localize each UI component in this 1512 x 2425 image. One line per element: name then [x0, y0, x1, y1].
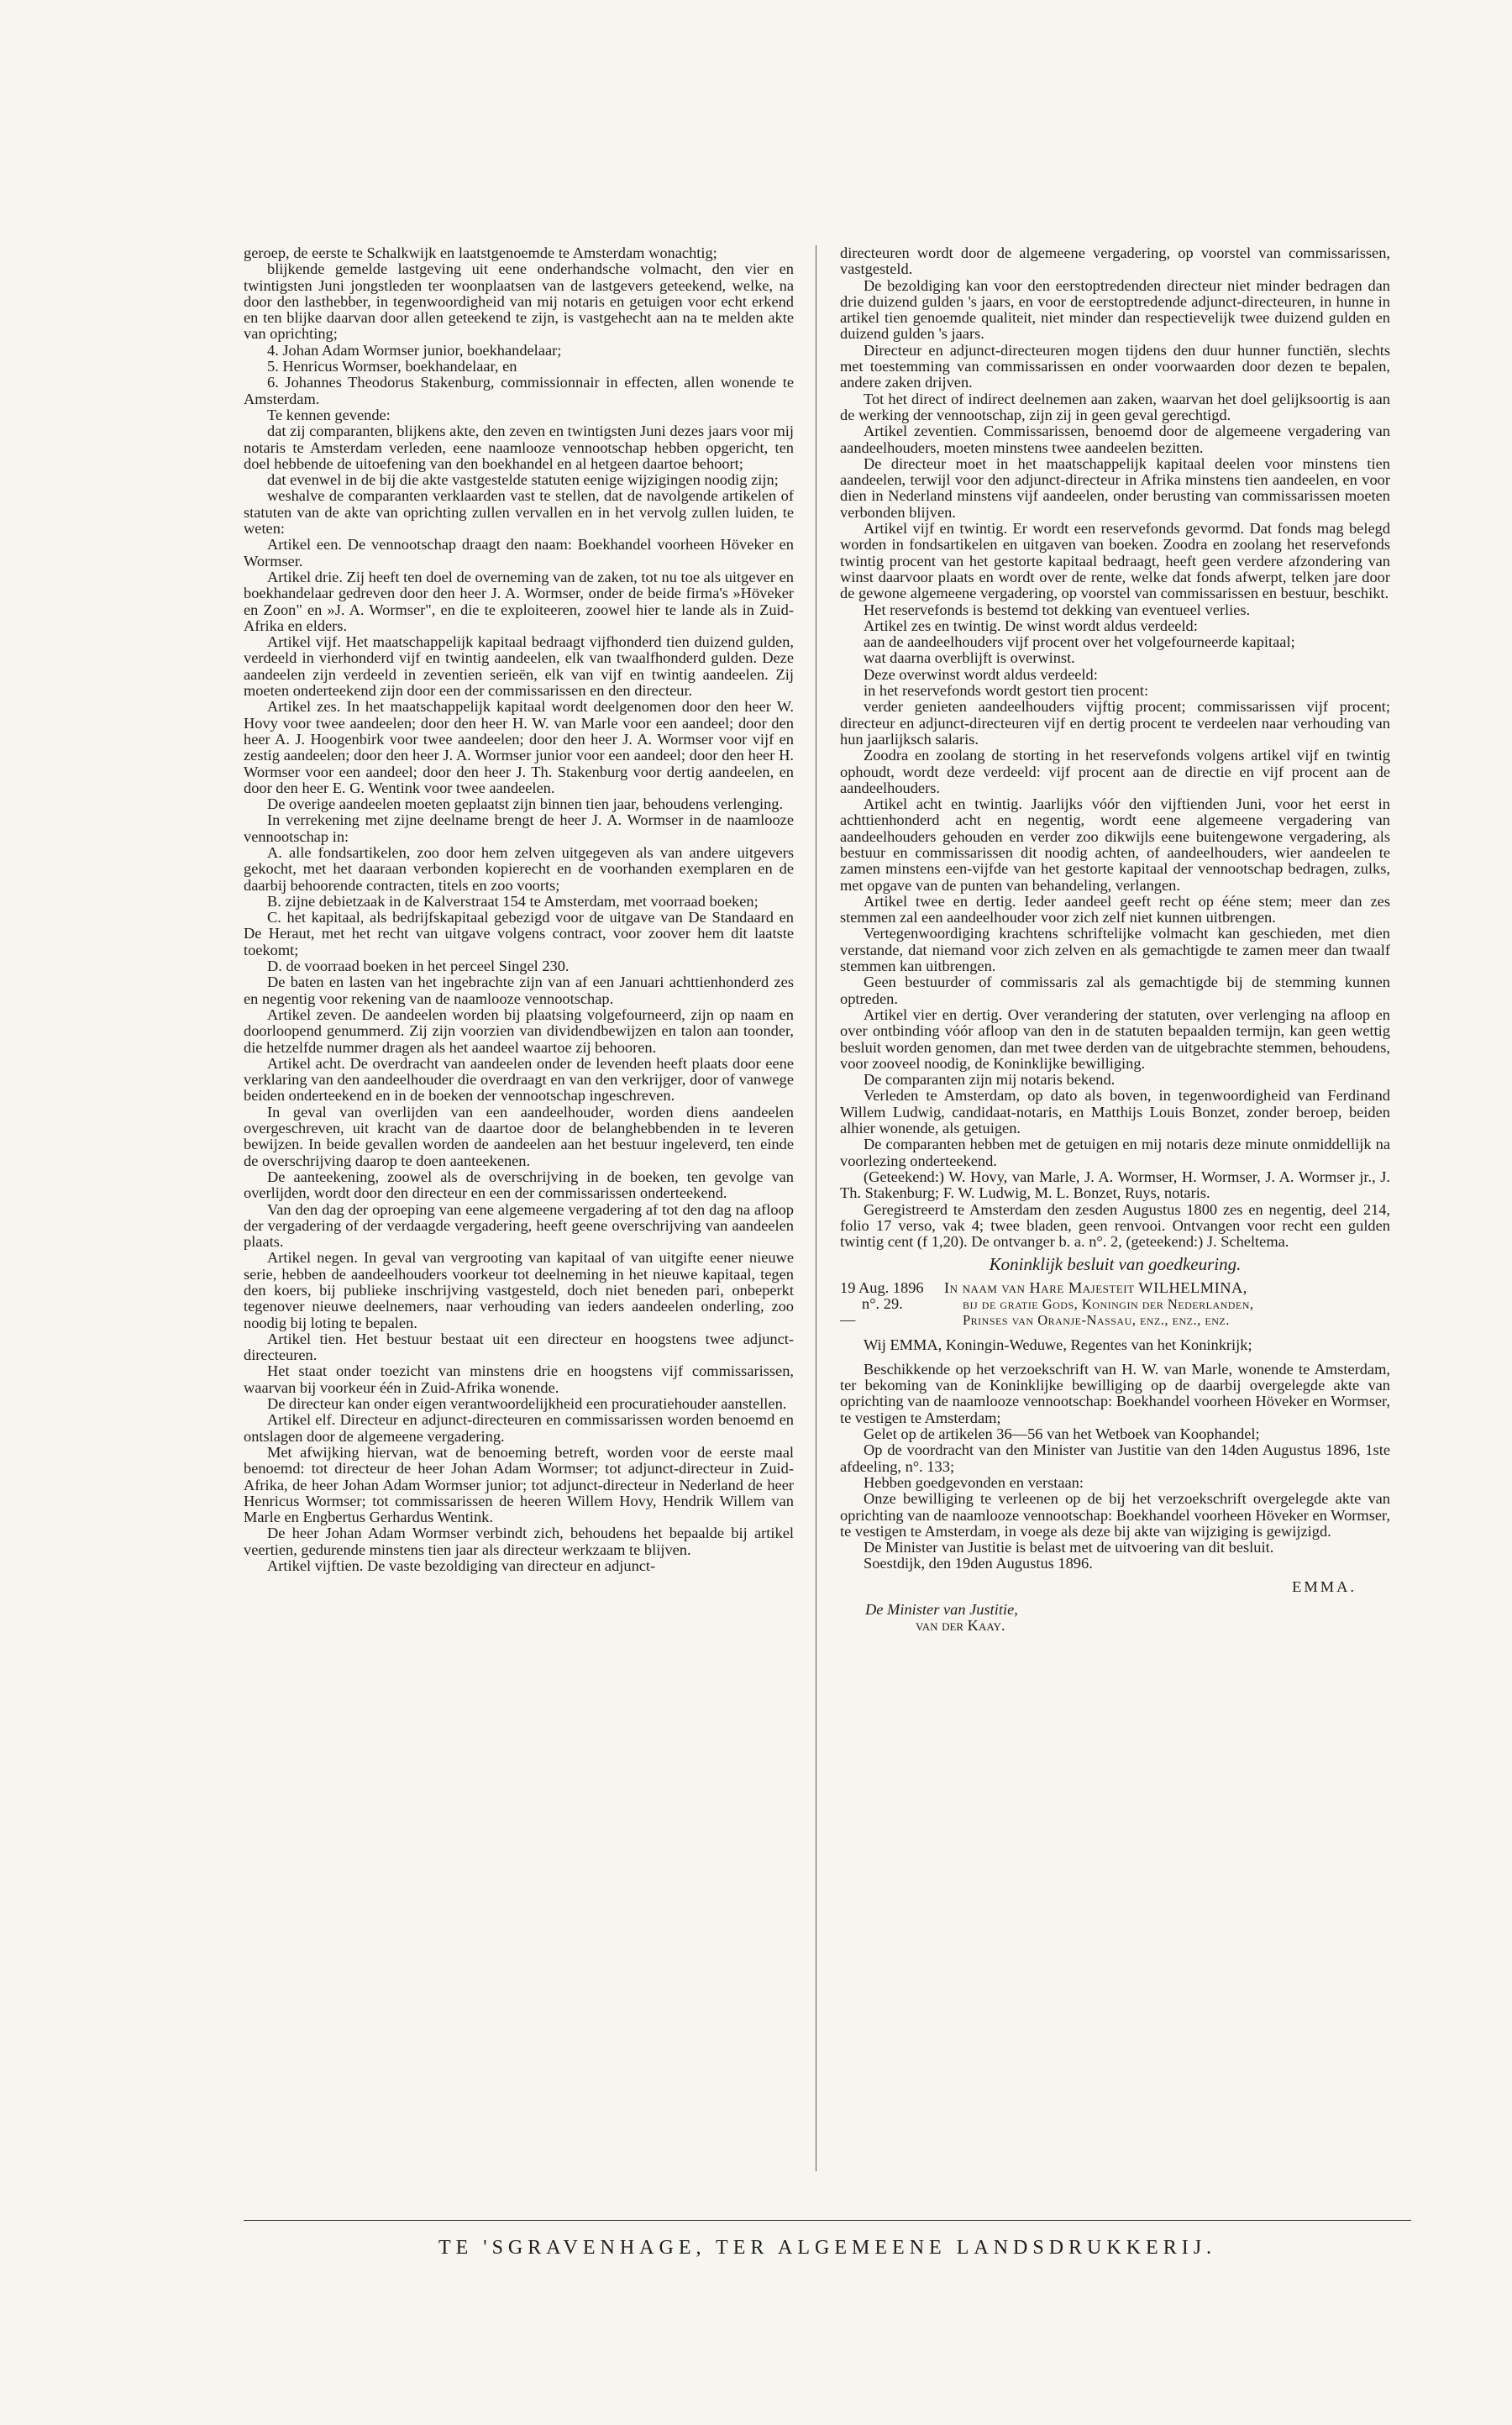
- paragraph: Met afwijking hiervan, wat de benoeming betreft, worden voor de eerste maal benoemd: tot directeur de heer Johan Adam Wormser; tot adjunct-directeur in Zuid-Afrika, de heer Johan Adam Wormser junior; tot adjunct-directeur in Nederland de heer Henricus Wormser; tot commissarissen de heeren Willem Hovy, Hendrik Willem van Marle en Engbertus Gerhardus Wentink.: [244, 1443, 794, 1526]
- paragraph: Artikel vijf en twintig. Er wordt een reservefonds gevormd. Dat fonds mag belegd worden in fondsartikelen en uitgaven van boeken. Zoodra en zoolang het reservefonds twintig procent van het gestorte kapitaal bedraagt, heeft geen verdere afzondering van winst daarvoor plaats en wordt over de rente, welke dat fonds afwerpt, telken jare door de gewone algemeene vergadering, op voorstel van commissarissen en bestuur, beschikt.: [840, 520, 1390, 602]
- decree-heading: [840, 1280, 1390, 1329]
- minister-title: De Minister van Justitie,: [865, 1601, 1018, 1619]
- left-column: [244, 245, 794, 1574]
- right-column-text: [840, 245, 1390, 1250]
- paragraph: dat zij comparanten, blijkens akte, den zeven en twintigsten Juni dezes jaars voor mij notaris te Amsterdam verleden, eene naamlooze vennootschap hebben opgericht, ten doel hebbende de uitoefening van den boekhandel en al hetgeen daartoe behoort;: [244, 423, 794, 472]
- paragraph: Deze overwinst wordt aldus verdeeld:: [864, 665, 1098, 683]
- paragraph: Geregistreerd te Amsterdam den zesden Augustus 1800 zes en negentig, deel 214, folio 17 verso, vak 4; twee bladen, geen renvooi. Ontvangen voor recht een gulden twintig cent (f 1,20). De ontvanger b. a. n°. 2, (geteekend:) J. Scheltema.: [840, 1200, 1390, 1251]
- paragraph: De directeur moet in het maatschappelijk kapitaal deelen voor minstens tien aandeelen, terwijl voor den adjunct-directeur in Afrika minstens tien aandeelen, en voor dien in Nederland minstens vijf aandeelen, onder berusting van commissarissen moeten verbonden blijven.: [840, 454, 1390, 521]
- paragraph: Beschikkende op het verzoekschrift van H. W. van Marle, wonende te Amsterdam, ter bekoming van de Koninklijke bewilliging op de daarbij overgelegde akte van oprichting van de naamlooze vennootschap: Boekhandel voorheen Höveker en Wormser, te vestigen te Amsterdam;: [840, 1360, 1390, 1426]
- paragraph: De comparanten hebben met de getuigen en mij notaris deze minute onmiddellijk na voorlezing onderteekend.: [840, 1136, 1390, 1169]
- paragraph: Artikel drie. Zij heeft ten doel de overneming van de zaken, tot nu toe als uitgever en boekhandelaar gedreven door den heer J. A. Wormser, onder de beide firma's »Höveker en Zoon" en »J. A. Wormser", en die te exploiteeren, zoowel hier te lande als in Zuid-Afrika en elders.: [244, 568, 794, 634]
- paragraph: De bezoldiging kan voor den eerstoptredenden directeur niet minder bedragen dan drie duizend gulden 's jaars, en voor de eerstoptredende adjunct-directeuren, in hunne in artikel tien genoemde qualiteit, niet minder dan respectievelijk twee duizend gulden en duizend gulden 's jaars.: [840, 276, 1390, 343]
- decree-we-line: Wij EMMA, Koningin-Weduwe, Regentes van het Koninkrijk;: [864, 1336, 1252, 1353]
- paragraph: Artikel twee en dertig. Ieder aandeel geeft recht op ééne stem; meer dan zes stemmen zal een aandeelhouder voor zich zelf niet kunnen uitbrengen.: [840, 892, 1390, 926]
- paragraph: Artikel zes. In het maatschappelijk kapitaal wordt deelgenomen door den heer W. Hovy voor twee aandeelen; door den heer H. W. van Marle voor een aandeel; door den heer A. J. Hoogenbirk voor twee aandeelen; door den heer J. A. Wormser voor vijf en zestig aandeelen; door den heer J. A. Wormser junior voor een aandeel; door den heer H. Wormser voor een aandeel; door den heer J. Th. Stakenburg voor dertig aandeelen, en door den heer E. G. Wentink voor twee aandeelen.: [244, 698, 794, 796]
- decree-number: n°. 29.: [862, 1295, 903, 1312]
- paragraph: directeuren wordt door de algemeene vergadering, op voorstel van commissarissen, vastgesteld.: [840, 244, 1390, 278]
- paragraph: Geen bestuurder of commissaris zal als gemachtigde bij de stemming kunnen optreden.: [840, 974, 1390, 1007]
- decree-date: 19 Aug. 1896: [840, 1278, 924, 1296]
- paragraph: Artikel een. De vennootschap draagt den naam: Boekhandel voorheen Höveker en Wormser.: [244, 536, 794, 570]
- paragraph: Het reservefonds is bestemd tot dekking van eventueel verlies.: [864, 601, 1251, 618]
- paragraph: Hebben goedgevonden en verstaan:: [864, 1473, 1084, 1491]
- paragraph: Zoodra en zoolang de storting in het reservefonds volgens artikel vijf en twintig ophoudt, wordt deze verdeeld: vijf procent aan de directie en vijf procent aan de aandeelhouders.: [840, 747, 1390, 796]
- decree-heading-line-1: In naam van Hare Majesteit WILHELMINA,: [944, 1278, 1247, 1296]
- paragraph: weshalve de comparanten verklaarden vast te stellen, dat de navolgende artikelen of statuten van de akte van oprichting zullen vervallen en in het vervolg zullen luiden, te weten:: [244, 487, 794, 538]
- signature-emma: EMMA.: [1292, 1577, 1357, 1595]
- paragraph: Artikel acht en twintig. Jaarlijks vóór den vijftienden Juni, voor het eerst in achttienhonderd acht en negentig, wordt eene algemeene vergadering van aandeelhouders gehouden en verder zoo dikwijls eene buitengewone vergadering, als bestuur en commissarissen dit noodig achten, of aandeelhouders, wier aandeelen te zamen minstens een-vijfde van het gestorte kapitaal der vennootschap bedragen, zulks, met opgave van de punten van behandeling, verlangen.: [840, 795, 1390, 894]
- paragraph: C. het kapitaal, als bedrijfskapitaal gebezigd voor de uitgave van De Standaard en De Heraut, met het recht van uitgave volgens contract, voor zoover hem dit laatste toekomt;: [244, 909, 794, 958]
- paragraph: blijkende gemelde lastgeving uit eene onderhandsche volmacht, den vier en twintigsten Juni jongstleden ter woonplaatsen van de lastgevers geteekend, welke, na door den lasthebber, in tegenwoordigheid van mij notaris en getuigen voor echt erkend en ten blijke daarvan door allen geteekend te zijn, is vastgehecht aan na te melden akte van oprichting;: [244, 260, 794, 343]
- paragraph: In verrekening met zijne deelname brengt de heer J. A. Wormser in de naamlooze vennootschap in:: [244, 811, 794, 845]
- paragraph: In geval van overlijden van een aandeelhouder, worden diens aandeelen overgeschreven, uit kracht van de daartoe door de belanghebbenden in te leveren bewijzen. In beide gevallen worden de aandeelen aan het bestuur ingeleverd, ten einde de overschrijving daarop te doen aanteekenen.: [244, 1103, 794, 1169]
- decree-paragraphs: [840, 1362, 1390, 1572]
- right-column: [840, 245, 1390, 1635]
- paragraph: Op de voordracht van den Minister van Justitie van den 14den Augustus 1896, 1ste afdeeling, n°. 133;: [840, 1441, 1390, 1475]
- paragraph: Artikel zes en twintig. De winst wordt aldus verdeeld:: [864, 617, 1198, 634]
- paragraph: De Minister van Justitie is belast met de uitvoering van dit besluit.: [864, 1539, 1274, 1556]
- paragraph: Directeur en adjunct-directeuren mogen tijdens den duur hunner functiën, slechts met toestemming van commissarissen en onder voorwaarden door dezen te bepalen, andere zaken drijven.: [840, 341, 1390, 391]
- paragraph: Artikel vijftien. De vaste bezoldiging van directeur en adjunct-: [267, 1557, 656, 1575]
- paragraph: Te kennen gevende:: [267, 406, 391, 423]
- paragraph: 6. Johannes Theodorus Stakenburg, commissionnair in effecten, allen wonende te Amsterdam.: [244, 374, 794, 407]
- decree-dash: —: [840, 1311, 856, 1329]
- decree-heading-line-2: bij de gratie Gods, Koningin der Nederlanden,: [963, 1296, 1254, 1312]
- paragraph: Tot het direct of indirect deelnemen aan zaken, waarvan het doel gelijksoortig is aan de werking der vennootschap, zijn zij in geen geval gerechtigd.: [840, 390, 1390, 423]
- paragraph: A. alle fondsartikelen, zoo door hem zelven uitgegeven als van andere uitgevers gekocht, met het daaraan verbonden kopierecht en de voorhanden exemplaren en de daarbij behoorende contracten, titels en zoo voorts;: [244, 843, 794, 894]
- paragraph: (Geteekend:) W. Hovy, van Marle, J. A. Wormser, H. Wormser, J. A. Wormser jr., J. Th. Stakenburg; F. W. Ludwig, M. L. Bonzet, Ruys, notaris.: [840, 1168, 1390, 1202]
- paragraph: geroep, de eerste te Schalkwijk en laatstgenoemde te Amsterdam wonachtig;: [244, 244, 717, 261]
- paragraph: De aanteekening, zoowel als de overschrijving in de boeken, ten gevolge van overlijden, wordt door den directeur en een der commissarissen onderteekend.: [244, 1168, 794, 1202]
- footer-rule: [244, 2220, 1411, 2221]
- paragraph: Artikel vier en dertig. Over verandering der statuten, over verlenging na afloop en over ontbinding vóór afloop van den in de statuten bepaalden termijn, kan geen wettig besluit worden genomen, dan met twee derden van de uitgebrachte stemmen, behoudens, voor zooveel noodig, de Koninklijke bewilliging.: [840, 1005, 1390, 1072]
- paragraph: De overige aandeelen moeten geplaatst zijn binnen tien jaar, behoudens verlenging.: [267, 795, 784, 813]
- paragraph: Artikel zeventien. Commissarissen, benoemd door de algemeene vergadering van aandeelhouders, moeten minstens twee aandeelen bezitten.: [840, 423, 1390, 456]
- paragraph: Artikel zeven. De aandeelen worden bij plaatsing volgefourneerd, zijn op naam en doorloopend genummerd. Zij zijn voorzien van dividendbewijzen en talon aan toonder, die hetzelfde nummer dragen als het aandeel waartoe zij behooren.: [244, 1005, 794, 1056]
- paragraph: in het reservefonds wordt gestort tien procent:: [864, 682, 1149, 700]
- printer-footer: TE 'SGRAVENHAGE, TER ALGEMEENE LANDSDRUKKERIJ.: [438, 2237, 1217, 2259]
- paragraph: Van den dag der oproeping van eene algemeene vergadering af tot den dag na afloop der vergadering of der verdaagde vergadering, heeft geene overschrijving van aandeelen plaats.: [244, 1200, 794, 1251]
- paragraph: wat daarna overblijft is overwinst.: [864, 649, 1075, 667]
- paragraph: dat evenwel in de bij die akte vastgestelde statuten eenige wijzigingen noodig zijn;: [267, 471, 779, 489]
- decree-heading-line-3: Prinses van Oranje-Nassau, enz., enz., enz.: [963, 1312, 1230, 1329]
- decree-title: Koninklijk besluit van goedkeuring.: [989, 1254, 1242, 1275]
- paragraph: Artikel acht. De overdracht van aandeelen onder de levenden heeft plaats door eene verklaring van den aandeelhouder die overdraagt en van den verkrijger, door of vanwege beiden onderteekend en in de boeken der vennootschap ingeschreven.: [244, 1054, 794, 1105]
- paragraph: 4. Johan Adam Wormser junior, boekhandelaar;: [267, 341, 562, 359]
- paragraph: Het staat onder toezicht van minstens drie en hoogstens vijf commissarissen, waarvan bij voorkeur één in Zuid-Afrika wonende.: [244, 1362, 794, 1396]
- paragraph: aan de aandeelhouders vijf procent over het volgefourneerde kapitaal;: [864, 633, 1295, 651]
- paragraph: Artikel tien. Het bestuur bestaat uit een directeur en hoogstens twee adjunct-directeuren.: [244, 1330, 794, 1364]
- paragraph: De comparanten zijn mij notaris bekend.: [864, 1071, 1116, 1089]
- paragraph: Gelet op de artikelen 36—56 van het Wetboek van Koophandel;: [864, 1425, 1260, 1443]
- minister-name: van der Kaay.: [916, 1617, 1005, 1635]
- paragraph: De directeur kan onder eigen verantwoordelijkheid een procuratiehouder aanstellen.: [267, 1395, 787, 1413]
- paragraph: Artikel negen. In geval van vergrooting van kapitaal of van uitgifte eener nieuwe serie, hebben de aandeelhouders voorkeur tot deelneming in het nieuwe kapitaal, tegen den koers, bij publieke inschrijving vastgesteld, doch niet beneden pari, onbeperkt tegenover nieuwe deelnemers, naar verhouding van ieders aandeelen onderling, zoo noodig bij loting te bepalen.: [244, 1249, 794, 1331]
- paragraph: Verleden te Amsterdam, op dato als boven, in tegenwoordigheid van Ferdinand Willem Ludwig, candidaat-notaris, en Matthijs Louis Bonzet, zonder beroep, beiden alhier wonende, als getuigen.: [840, 1087, 1390, 1137]
- paragraph: B. zijne debietzaak in de Kalverstraat 154 te Amsterdam, met voorraad boeken;: [267, 892, 759, 910]
- paragraph: 5. Henricus Wormser, boekhandelaar, en: [267, 358, 517, 375]
- paragraph: verder genieten aandeelhouders vijftig procent; commissarissen vijf procent; directeur en adjunct-directeuren vijf en dertig procent te verdeelen naar verhouding van hun jaarlijksch salaris.: [840, 698, 1390, 748]
- paragraph: De baten en lasten van het ingebrachte zijn van af een Januari achttienhonderd zes en negentig voor rekening van de naamlooze vennootschap.: [244, 974, 794, 1007]
- paragraph: Onze bewilliging te verleenen op de bij het verzoekschrift overgelegde akte van oprichting van de naamlooze vennootschap: Boekhandel voorheen Höveker en Wormser, te vestigen te Amsterdam, in voege als deze bij akte van wijziging is gewijzigd.: [840, 1490, 1390, 1540]
- paragraph: Vertegenwoordiging krachtens schriftelijke volmacht kan geschieden, met dien verstande, dat niemand voor zich zelven en als gemachtigde te zamen meer dan twaalf stemmen kan uitbrengen.: [840, 925, 1390, 975]
- paragraph: De heer Johan Adam Wormser verbindt zich, behoudens het bepaalde bij artikel veertien, gedurende minstens tien jaar als directeur werkzaam te blijven.: [244, 1525, 794, 1558]
- paragraph: Artikel vijf. Het maatschappelijk kapitaal bedraagt vijfhonderd tien duizend gulden, verdeeld in vierhonderd vijf en twintig aandeelen, elk van twaalfhonderd gulden. Deze aandeelen zijn verdeeld in zeventien serieën, elk van vijf en twintig aandeelen. Zij moeten onderteekend zijn door een der commissarissen en den directeur.: [244, 633, 794, 700]
- paragraph: D. de voorraad boeken in het perceel Singel 230.: [267, 958, 570, 975]
- paragraph: Artikel elf. Directeur en adjunct-directeuren en commissarissen worden benoemd en ontslagen door de algemeene vergadering.: [244, 1411, 794, 1445]
- paragraph: Soestdijk, den 19den Augustus 1896.: [864, 1555, 1093, 1572]
